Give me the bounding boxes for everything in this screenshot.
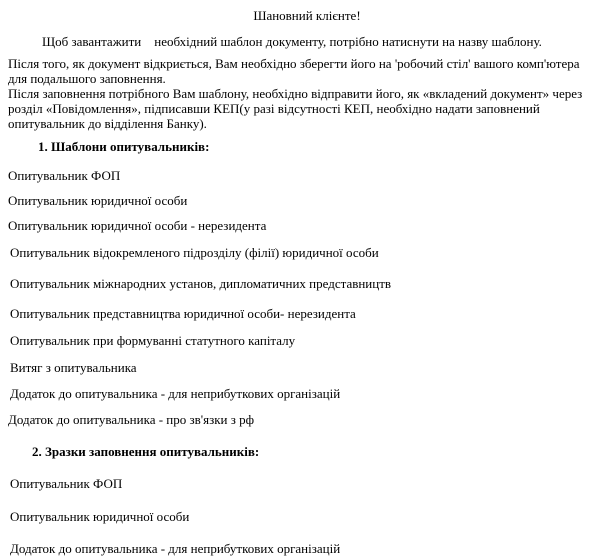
template-link-extract[interactable]: Витяг з опитувальника	[10, 360, 137, 375]
instructions-send: Після заповнення потрібного Вам шаблону, необхідно відправити його, як «вкладений документ» через розділ «Повідомлення», підписавши КЕП(у разі відсутності КЕП, необхідно надати заповнений опитувальник до відділення Банку).	[8, 86, 583, 131]
template-link-branch[interactable]: Опитувальник відокремленого підрозділу (філії) юридичної особи	[10, 245, 379, 260]
template-link-representative-office-nonresident[interactable]: Опитувальник представництва юридичної особи- нерезидента	[10, 306, 356, 321]
sample-link-legal-entity[interactable]: Опитувальник юридичної особи	[10, 509, 190, 524]
template-link-charter-capital[interactable]: Опитувальник при формуванні статутного капіталу	[10, 333, 296, 348]
template-link-international-institutions[interactable]: Опитувальник міжнародних установ, дипломатичних представництв	[10, 276, 392, 291]
template-link-fop[interactable]: Опитувальник ФОП	[8, 168, 121, 183]
section-samples-heading: 2. Зразки заповнення опитувальників:	[32, 444, 260, 459]
greeting: Шановний клієнте!	[253, 8, 361, 23]
intro-text: Щоб завантажити необхідний шаблон документу, потрібно натиснути на назву шаблону.	[42, 34, 542, 49]
sample-link-nonprofit-addendum[interactable]: Додаток до опитувальника - для неприбуткових організацій	[10, 541, 341, 556]
section-templates-heading: 1. Шаблони опитувальників:	[38, 139, 210, 154]
template-link-nonprofit-addendum[interactable]: Додаток до опитувальника - для неприбуткових організацій	[10, 386, 341, 401]
sample-link-fop[interactable]: Опитувальник ФОП	[10, 476, 123, 491]
instructions-save: Після того, як документ відкриється, Вам необхідно зберегти його на 'робочий стіл' вашого комп'ютера для подальшого заповнення.	[8, 56, 580, 86]
template-link-legal-entity[interactable]: Опитувальник юридичної особи	[8, 193, 188, 208]
template-link-russia-ties-addendum[interactable]: Додаток до опитувальника - про зв'язки з рф	[8, 412, 255, 427]
template-link-legal-entity-nonresident[interactable]: Опитувальник юридичної особи - нерезидента	[8, 218, 267, 233]
